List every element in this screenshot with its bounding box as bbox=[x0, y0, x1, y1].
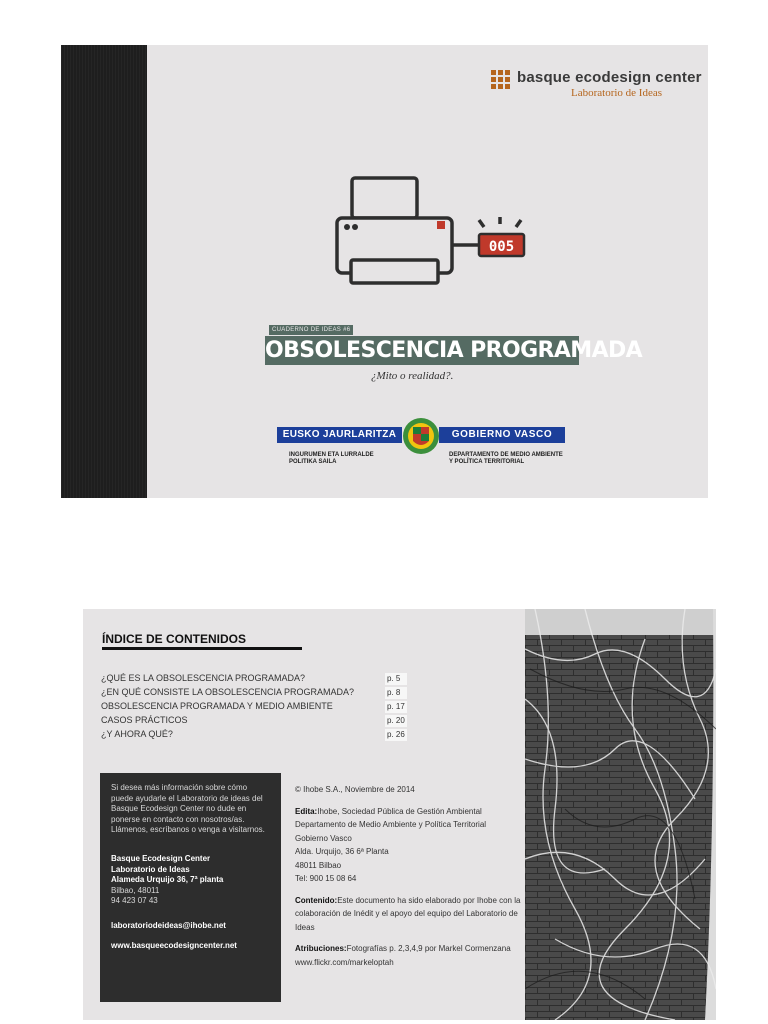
org-lab: Laboratorio de Ideas bbox=[111, 864, 190, 874]
toc-heading: ÍNDICE DE CONTENIDOS bbox=[102, 632, 247, 646]
toc-item[interactable] bbox=[101, 715, 411, 729]
gov-spanish-name: GOBIERNO VASCO bbox=[439, 427, 565, 443]
index-spread bbox=[83, 609, 716, 1020]
cover-page bbox=[61, 45, 708, 498]
edita-line: Gobierno Vasco bbox=[295, 833, 352, 843]
toc-item-title: CASOS PRÁCTICOS bbox=[101, 715, 188, 725]
edita-text: Ihobe, Sociedad Pública de Gestión Ambiental bbox=[317, 806, 482, 816]
toc-item-page: p. 26 bbox=[385, 729, 407, 741]
coat-of-arms-icon bbox=[402, 417, 440, 455]
contenido-text: Este documento ha sido elaborado por Ihobe con la colaboración de Inédit y el apoyo del equipo del Laboratorio de Ideas bbox=[295, 895, 521, 932]
toc-item-page: p. 20 bbox=[385, 715, 407, 727]
brick-wall-photo bbox=[525, 609, 716, 1020]
counter-display: 005 bbox=[488, 239, 515, 255]
contact-intro: Si desea más información sobre cómo puede ayudarle el Laboratorio de ideas del Basque Ecodesign Center no dude en ponerse en contacto con nosotros/as. Llámenos, escríbanos o venga a visitarnos. bbox=[111, 783, 265, 834]
toc-list bbox=[101, 673, 411, 743]
edita-line: Tel: 900 15 08 64 bbox=[295, 874, 357, 883]
edita-label: Edita: bbox=[295, 806, 318, 816]
series-label: CUADERNO DE IDEAS #6 bbox=[269, 325, 353, 335]
edita-line: 48011 Bilbao bbox=[295, 860, 342, 870]
org-address: Alameda Urquijo 36, 7ª planta bbox=[111, 875, 224, 884]
copyright: © Ihobe S.A., Noviembre de 2014 bbox=[295, 785, 415, 794]
contact-web-link[interactable]: www.basqueecodesigncenter.net bbox=[111, 941, 237, 950]
toc-item-page: p. 8 bbox=[385, 687, 407, 699]
brand-subtitle: Laboratorio de Ideas bbox=[571, 87, 663, 99]
org-phone: 94 423 07 43 bbox=[111, 896, 158, 905]
credits-edita bbox=[295, 805, 521, 886]
printer-icon bbox=[329, 173, 534, 291]
book-spine bbox=[61, 45, 147, 498]
atribuciones-text: Fotografías p. 2,3,4,9 por Markel Cormenzana www.flickr.com/markeloptah bbox=[295, 944, 511, 967]
toc-item[interactable] bbox=[101, 701, 411, 715]
toc-rule bbox=[102, 647, 302, 650]
org-city: Bilbao, 48011 bbox=[111, 885, 160, 895]
edita-line: Alda. Urquijo, 36 6ª Planta bbox=[295, 847, 389, 856]
toc-item-page: p. 17 bbox=[385, 701, 407, 713]
toc-item-title: OBSOLESCENCIA PROGRAMADA Y MEDIO AMBIENTE bbox=[101, 701, 333, 711]
toc-item-title: ¿Y AHORA QUÉ? bbox=[101, 729, 173, 739]
cover-title: OBSOLESCENCIA PROGRAMADA bbox=[265, 338, 643, 363]
cover-subtitle: ¿Mito o realidad?. bbox=[371, 370, 454, 382]
contact-box bbox=[100, 773, 281, 1002]
gov-basque-name: EUSKO JAURLARITZA bbox=[277, 427, 402, 443]
toc-item[interactable] bbox=[101, 687, 411, 701]
contact-address bbox=[111, 854, 276, 907]
brand-grid-icon bbox=[491, 70, 511, 90]
gov-dept-basque: INGURUMEN ETA LURRALDE POLITIKA SAILA bbox=[289, 452, 374, 465]
toc-item-title: ¿EN QUÉ CONSISTE LA OBSOLESCENCIA PROGRAMADA? bbox=[101, 687, 355, 697]
org-name: Basque Ecodesign Center bbox=[111, 854, 211, 863]
credits bbox=[295, 783, 521, 977]
toc-item-page: p. 5 bbox=[385, 673, 407, 685]
brand-name: basque ecodesign center bbox=[517, 69, 702, 86]
credits-atribuciones bbox=[295, 942, 521, 969]
contenido-label: Contenido: bbox=[295, 895, 338, 905]
gov-dept-spanish: DEPARTAMENTO DE MEDIO AMBIENTE Y POLÍTICA TERRITORIAL bbox=[449, 452, 563, 465]
atribuciones-label: Atribuciones: bbox=[295, 944, 347, 953]
toc-item-title: ¿QUÉ ES LA OBSOLESCENCIA PROGRAMADA? bbox=[101, 673, 306, 683]
edita-line: Departamento de Medio Ambiente y Política Territorial bbox=[295, 820, 487, 829]
toc-item[interactable] bbox=[101, 729, 411, 743]
contact-email-link[interactable]: laboratoriodeideas@ihobe.net bbox=[111, 921, 226, 930]
toc-item[interactable] bbox=[101, 673, 411, 687]
credits-contenido bbox=[295, 894, 521, 935]
